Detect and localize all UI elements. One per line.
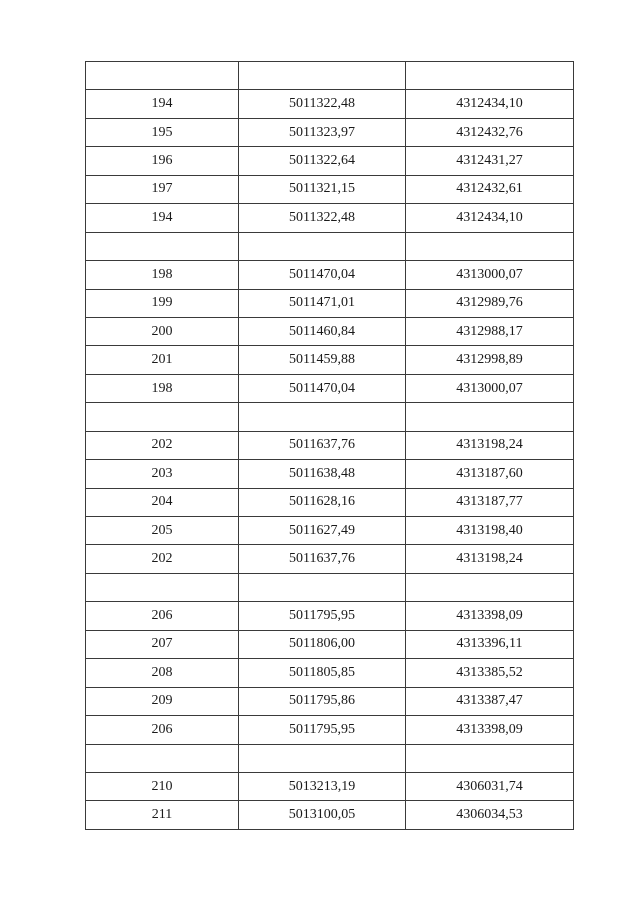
coordinates-table [85,61,574,830]
table-row [86,317,574,345]
table-row [86,261,574,289]
table-row [86,62,574,90]
point-number-cell: 198 [86,374,239,402]
point-number-cell: 203 [86,460,239,488]
point-number-cell: 194 [86,90,239,118]
point-number-cell [86,232,239,260]
point-number-cell: 206 [86,602,239,630]
point-number-cell: 198 [86,261,239,289]
table-row [86,630,574,658]
point-number-cell [86,744,239,772]
point-number-cell: 201 [86,346,239,374]
y-coordinate-cell: 4312431,27 [406,147,574,175]
table-row [86,147,574,175]
x-coordinate-cell: 5011470,04 [239,374,406,402]
x-coordinate-cell: 5011637,76 [239,431,406,459]
point-number-cell: 206 [86,716,239,744]
table-row [86,716,574,744]
y-coordinate-cell: 4313187,77 [406,488,574,516]
table-row [86,346,574,374]
y-coordinate-cell: 4313387,47 [406,687,574,715]
point-number-cell: 200 [86,317,239,345]
point-number-cell: 197 [86,175,239,203]
x-coordinate-cell: 5011321,15 [239,175,406,203]
table-row [86,175,574,203]
table-row [86,772,574,800]
table-row [86,431,574,459]
table-row [86,488,574,516]
x-coordinate-cell: 5011628,16 [239,488,406,516]
table-row [86,687,574,715]
x-coordinate-cell: 5011471,01 [239,289,406,317]
y-coordinate-cell: 4313198,24 [406,545,574,573]
x-coordinate-cell [239,403,406,431]
point-number-cell: 205 [86,517,239,545]
y-coordinate-cell: 4312432,76 [406,118,574,146]
x-coordinate-cell: 5011637,76 [239,545,406,573]
table-row [86,289,574,317]
y-coordinate-cell: 4313000,07 [406,261,574,289]
y-coordinate-cell: 4306031,74 [406,772,574,800]
point-number-cell: 194 [86,204,239,232]
table-row [86,744,574,772]
point-number-cell: 207 [86,630,239,658]
point-number-cell [86,573,239,601]
y-coordinate-cell: 4313398,09 [406,716,574,744]
table-row [86,403,574,431]
x-coordinate-cell: 5013213,19 [239,772,406,800]
point-number-cell: 196 [86,147,239,175]
x-coordinate-cell: 5011470,04 [239,261,406,289]
y-coordinate-cell: 4312989,76 [406,289,574,317]
y-coordinate-cell: 4313198,24 [406,431,574,459]
table-row [86,460,574,488]
point-number-cell: 202 [86,545,239,573]
y-coordinate-cell: 4313000,07 [406,374,574,402]
y-coordinate-cell [406,403,574,431]
x-coordinate-cell: 5011627,49 [239,517,406,545]
x-coordinate-cell: 5011805,85 [239,659,406,687]
point-number-cell: 210 [86,772,239,800]
y-coordinate-cell: 4313385,52 [406,659,574,687]
point-number-cell: 202 [86,431,239,459]
x-coordinate-cell: 5011323,97 [239,118,406,146]
y-coordinate-cell: 4306034,53 [406,801,574,829]
y-coordinate-cell: 4312988,17 [406,317,574,345]
y-coordinate-cell: 4313396,11 [406,630,574,658]
x-coordinate-cell: 5011806,00 [239,630,406,658]
point-number-cell [86,403,239,431]
table-row [86,545,574,573]
x-coordinate-cell: 5011459,88 [239,346,406,374]
y-coordinate-cell: 4312998,89 [406,346,574,374]
x-coordinate-cell [239,62,406,90]
x-coordinate-cell: 5011795,95 [239,716,406,744]
table-row [86,204,574,232]
table-row [86,517,574,545]
y-coordinate-cell [406,232,574,260]
point-number-cell: 208 [86,659,239,687]
x-coordinate-cell: 5011638,48 [239,460,406,488]
x-coordinate-cell: 5011795,95 [239,602,406,630]
x-coordinate-cell [239,573,406,601]
table-row [86,90,574,118]
y-coordinate-cell [406,62,574,90]
y-coordinate-cell [406,573,574,601]
point-number-cell: 204 [86,488,239,516]
table-row [86,232,574,260]
x-coordinate-cell: 5011460,84 [239,317,406,345]
x-coordinate-cell: 5011795,86 [239,687,406,715]
y-coordinate-cell: 4313398,09 [406,602,574,630]
y-coordinate-cell: 4313198,40 [406,517,574,545]
y-coordinate-cell: 4312432,61 [406,175,574,203]
y-coordinate-cell [406,744,574,772]
y-coordinate-cell: 4312434,10 [406,90,574,118]
x-coordinate-cell: 5011322,48 [239,90,406,118]
y-coordinate-cell: 4313187,60 [406,460,574,488]
table-row [86,659,574,687]
y-coordinate-cell: 4312434,10 [406,204,574,232]
x-coordinate-cell [239,232,406,260]
table-row [86,801,574,829]
table-row [86,602,574,630]
coordinates-table-body [86,62,574,830]
x-coordinate-cell: 5011322,64 [239,147,406,175]
x-coordinate-cell: 5011322,48 [239,204,406,232]
table-row [86,374,574,402]
point-number-cell [86,62,239,90]
table-row [86,573,574,601]
point-number-cell: 199 [86,289,239,317]
x-coordinate-cell [239,744,406,772]
table-row [86,118,574,146]
x-coordinate-cell: 5013100,05 [239,801,406,829]
point-number-cell: 211 [86,801,239,829]
point-number-cell: 209 [86,687,239,715]
point-number-cell: 195 [86,118,239,146]
